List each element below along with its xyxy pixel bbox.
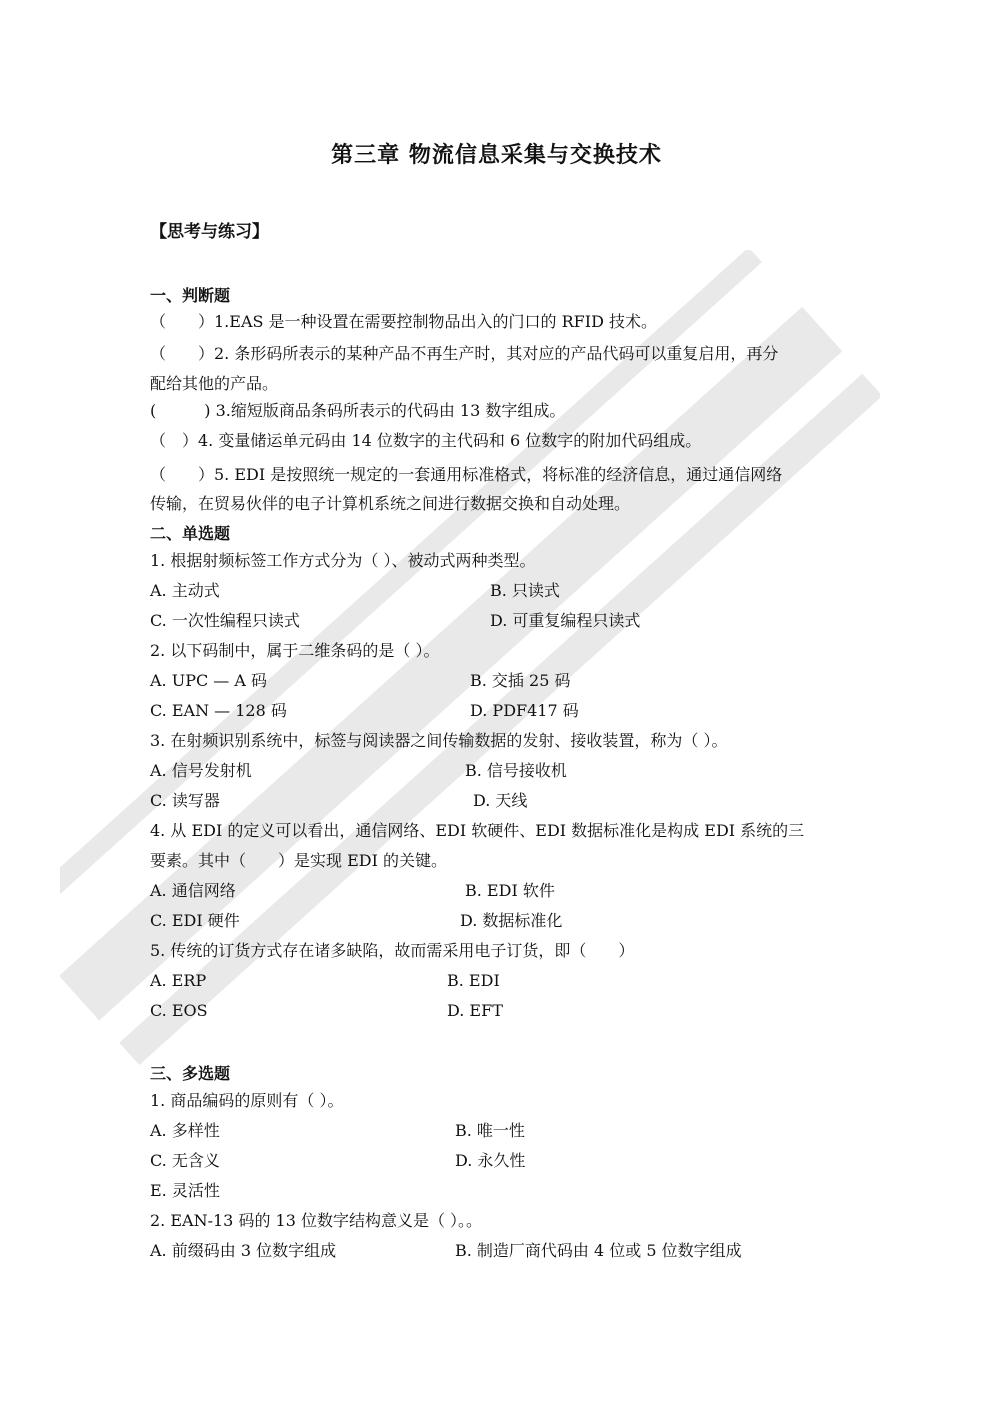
single-q1-option-d: D. 可重复编程只读式	[490, 611, 641, 630]
judge-question-2-line2: 配给其他的产品。	[150, 374, 279, 393]
multi-q1-option-a: A. 多样性	[150, 1121, 220, 1140]
single-q1-option-a: A. 主动式	[150, 581, 220, 600]
multi-question-1: 1. 商品编码的原则有（ ）。	[150, 1091, 344, 1110]
single-q2-option-c: C. EAN — 128 码	[150, 701, 287, 720]
multi-question-2: 2. EAN-13 码的 13 位数字结构意义是（ ）。。	[150, 1211, 483, 1230]
single-question-3: 3. 在射频识别系统中，标签与阅读器之间传输数据的发射、接收装置，称为（ ）。	[150, 731, 728, 750]
single-q4-option-d: D. 数据标准化	[460, 911, 563, 930]
single-q3-option-d: D. 天线	[473, 791, 528, 810]
single-q1-option-b: B. 只读式	[490, 581, 560, 600]
single-q5-option-a: A. ERP	[150, 971, 207, 990]
single-q2-option-b: B. 交插 25 码	[470, 671, 571, 690]
judge-question-3: ( ) 3.缩短版商品条码所表示的代码由 13 数字组成。	[150, 401, 566, 420]
judge-question-5-line1: （ ）5. EDI 是按照统一规定的一套通用标准格式，将标准的经济信息，通过通信网络	[150, 465, 783, 484]
single-q5-option-d: D. EFT	[447, 1001, 503, 1020]
multi-q1-option-b: B. 唯一性	[455, 1121, 525, 1140]
multi-q2-option-b: B. 制造厂商代码由 4 位或 5 位数字组成	[455, 1241, 742, 1260]
multi-heading: 三、多选题	[150, 1064, 231, 1083]
single-q3-option-b: B. 信号接收机	[465, 761, 567, 780]
judge-question-5-line2: 传输，在贸易伙伴的电子计算机系统之间进行数据交换和自动处理。	[150, 494, 631, 513]
judge-question-1: （ ）1.EAS 是一种设置在需要控制物品出入的门口的 RFID 技术。	[150, 312, 658, 331]
single-question-5: 5. 传统的订货方式存在诸多缺陷，故而需采用电子订货，即（ ）	[150, 941, 635, 960]
single-heading: 二、单选题	[150, 524, 231, 543]
single-q4-option-b: B. EDI 软件	[465, 881, 555, 900]
multi-q1-option-d: D. 永久性	[455, 1151, 526, 1170]
section-subheading: 【思考与练习】	[150, 222, 269, 242]
single-q3-option-c: C. 读写器	[150, 791, 220, 810]
single-question-1: 1. 根据射频标签工作方式分为（ ）、被动式两种类型。	[150, 551, 536, 570]
judge-question-2-line1: （ ）2. 条形码所表示的某种产品不再生产时，其对应的产品代码可以重复启用，再分	[150, 344, 779, 363]
single-question-4-line2: 要素。其中（ ）是实现 EDI 的关键。	[150, 851, 448, 870]
single-q5-option-c: C. EOS	[150, 1001, 208, 1020]
page-title: 第三章 物流信息采集与交换技术	[331, 142, 662, 168]
single-q2-option-a: A. UPC — A 码	[150, 671, 268, 690]
single-q1-option-c: C. 一次性编程只读式	[150, 611, 300, 630]
judge-heading: 一、判断题	[150, 286, 231, 305]
single-q3-option-a: A. 信号发射机	[150, 761, 252, 780]
single-question-2: 2. 以下码制中，属于二维条码的是（ ）。	[150, 641, 440, 660]
multi-q1-option-e: E. 灵活性	[150, 1181, 220, 1200]
multi-q1-option-c: C. 无含义	[150, 1151, 220, 1170]
judge-question-4: （ ）4. 变量储运单元码由 14 位数字的主代码和 6 位数字的附加代码组成。	[150, 431, 702, 450]
single-q4-option-a: A. 通信网络	[150, 881, 236, 900]
single-question-4-line1: 4. 从 EDI 的定义可以看出，通信网络、EDI 软硬件、EDI 数据标准化是构成 EDI 系统的三	[150, 821, 805, 840]
multi-q2-option-a: A. 前缀码由 3 位数字组成	[150, 1241, 337, 1260]
single-q2-option-d: D. PDF417 码	[470, 701, 579, 720]
single-q4-option-c: C. EDI 硬件	[150, 911, 240, 930]
single-q5-option-b: B. EDI	[447, 971, 500, 990]
